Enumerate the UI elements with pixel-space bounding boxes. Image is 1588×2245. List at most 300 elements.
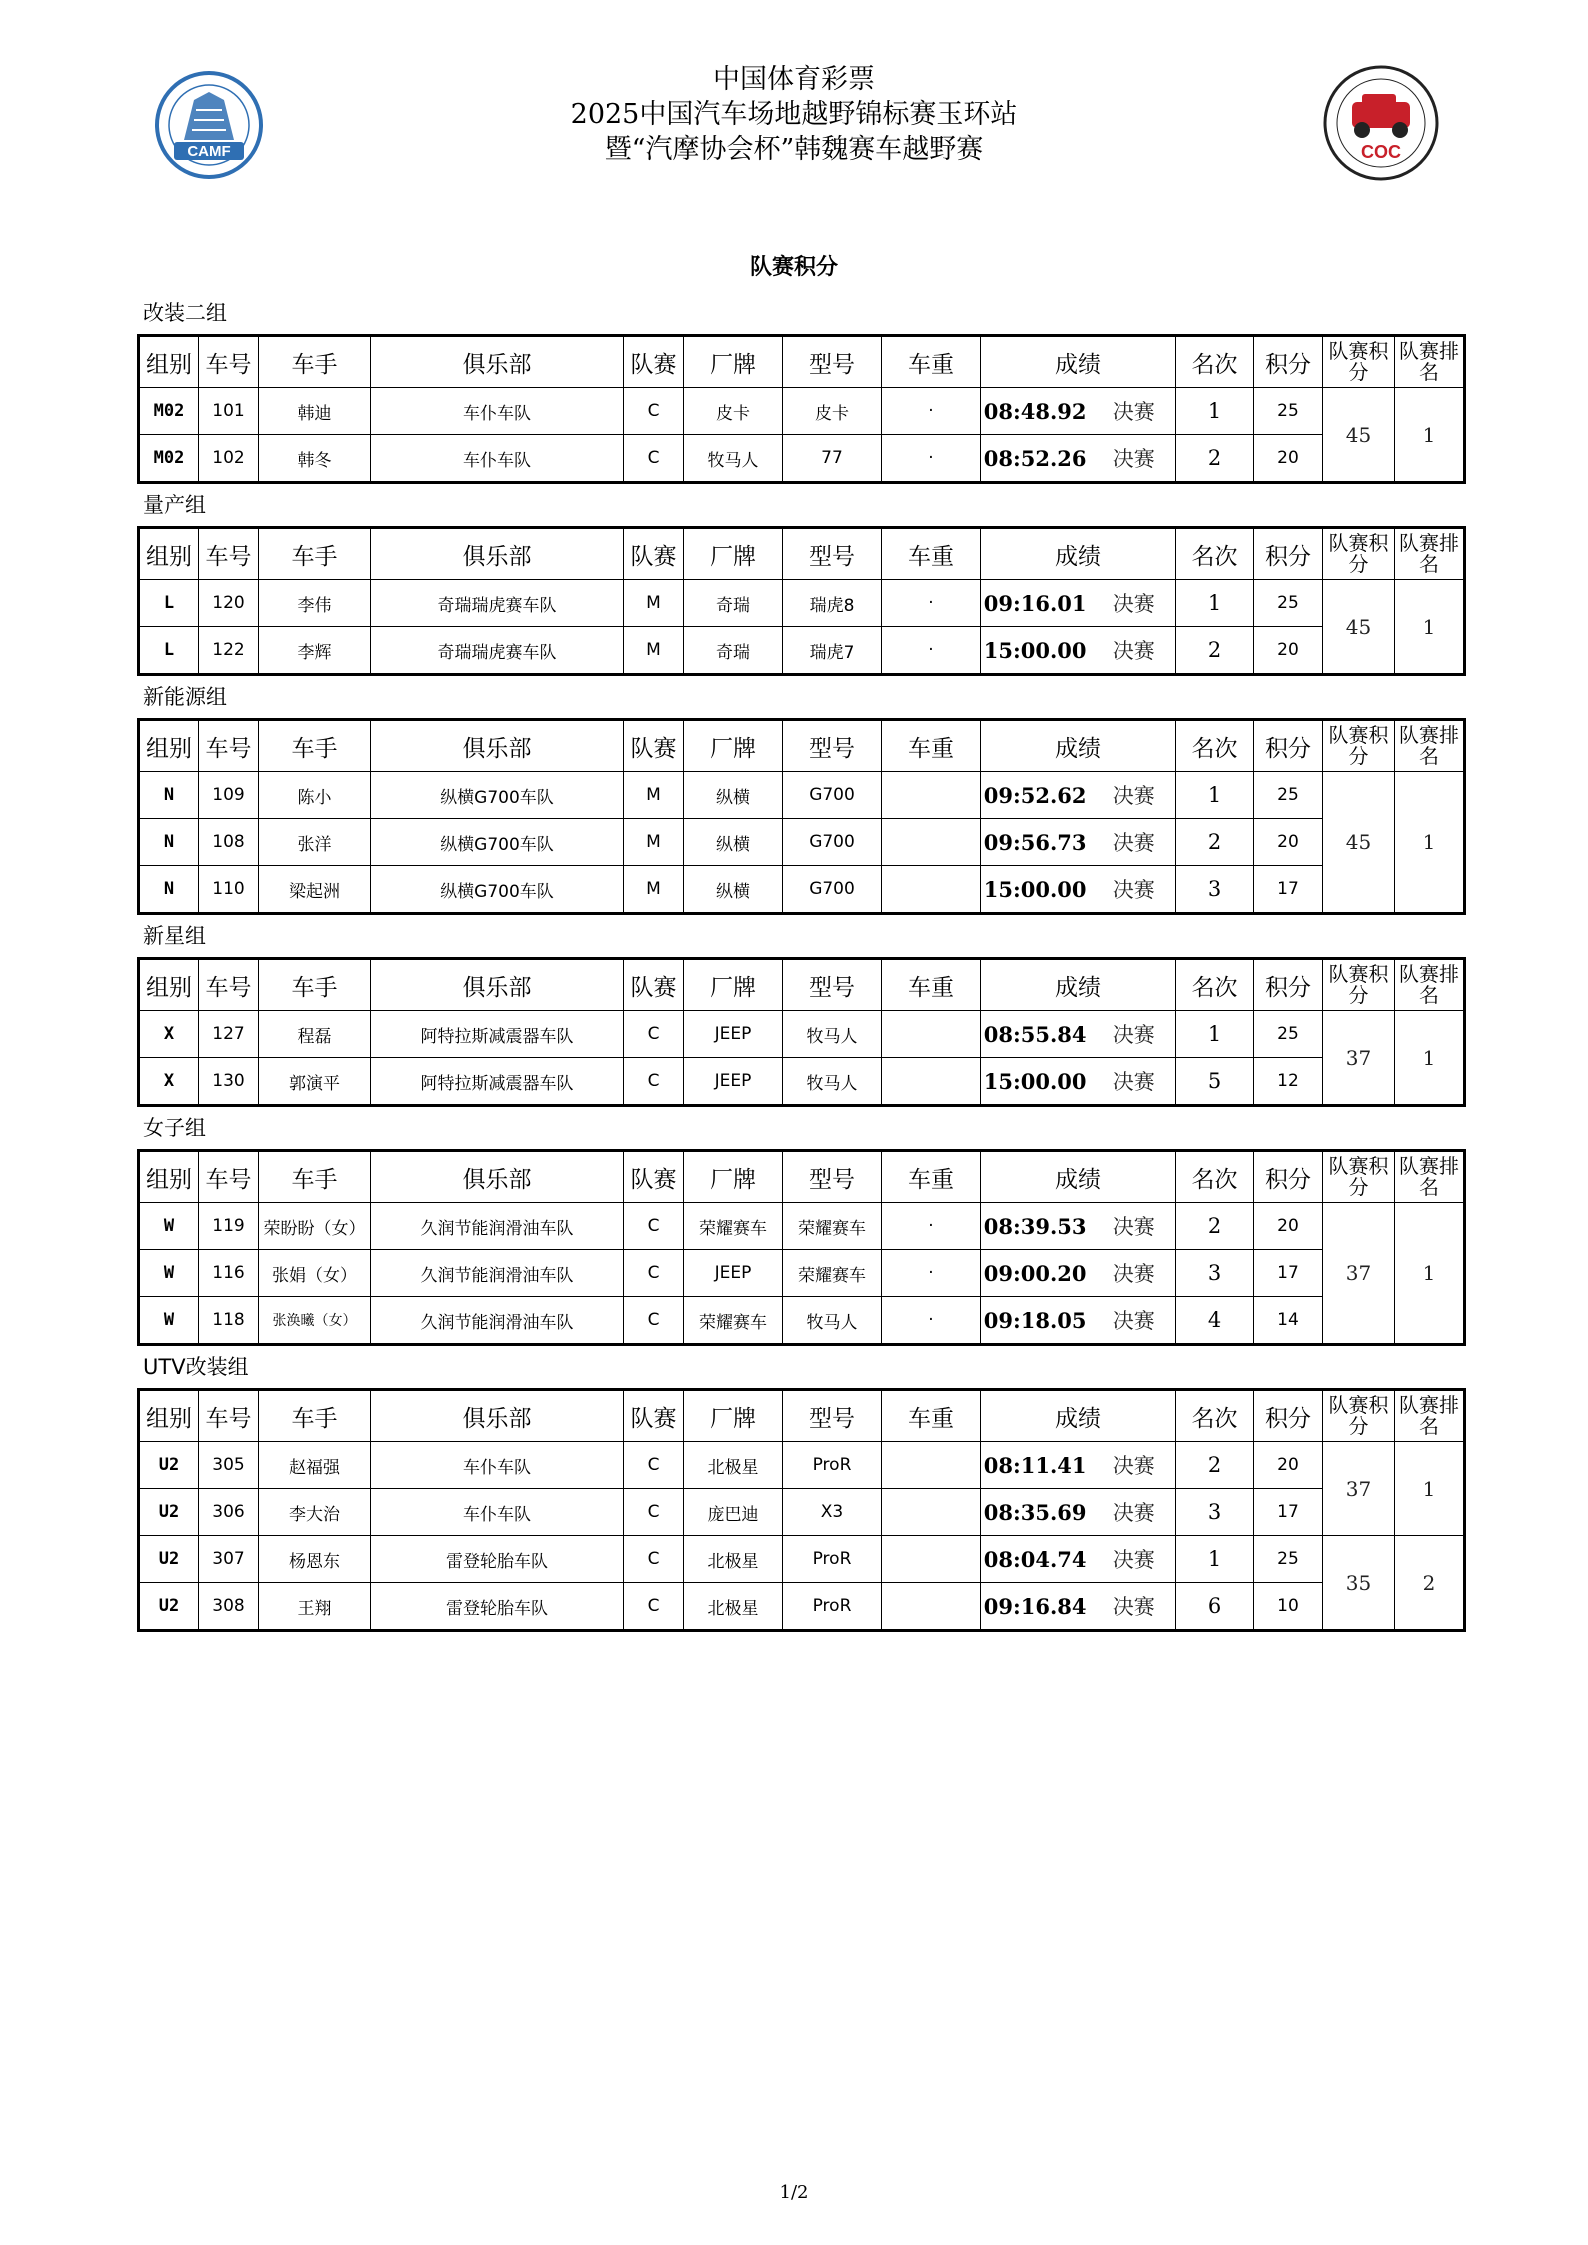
group-code-cell: U2	[139, 1583, 199, 1631]
table-header-row	[139, 1390, 1465, 1442]
team-score-cell: 37	[1323, 1203, 1395, 1345]
page-number: 1/2	[779, 2182, 809, 2203]
result-time-cell: 08:52.26	[981, 435, 1093, 483]
group-code-cell: M02	[139, 388, 199, 435]
column-header: 队赛排名	[1395, 528, 1465, 580]
club-cell: 奇瑞瑞虎赛车队	[371, 580, 624, 627]
club-cell: 久润节能润滑油车队	[371, 1203, 624, 1250]
column-header: 名次	[1176, 720, 1254, 772]
driver-cell: 郭演平	[259, 1058, 371, 1106]
points-cell: 10	[1254, 1583, 1323, 1631]
team-category-cell: C	[624, 1583, 684, 1631]
column-header: 车重	[882, 1151, 981, 1203]
weight-cell: ·	[882, 1250, 981, 1297]
group-code-cell: L	[139, 580, 199, 627]
place-cell: 1	[1176, 580, 1254, 627]
result-time-cell: 15:00.00	[981, 866, 1093, 914]
points-cell: 20	[1254, 435, 1323, 483]
column-header: 成绩	[981, 1390, 1176, 1442]
weight-cell: ·	[882, 627, 981, 675]
camf-logo-text: CAMF	[187, 143, 231, 160]
column-header: 型号	[783, 720, 882, 772]
column-header: 车重	[882, 528, 981, 580]
driver-cell: 李大治	[259, 1489, 371, 1536]
weight-cell	[882, 1058, 981, 1106]
column-header: 俱乐部	[371, 336, 624, 388]
team-category-cell: C	[624, 1203, 684, 1250]
column-header: 厂牌	[684, 1390, 783, 1442]
column-header: 车重	[882, 959, 981, 1011]
stage-cell: 决赛	[1093, 772, 1176, 819]
points-cell: 25	[1254, 388, 1323, 435]
result-time-cell: 08:11.41	[981, 1442, 1093, 1489]
points-cell: 14	[1254, 1297, 1323, 1345]
car-number-cell: 122	[199, 627, 259, 675]
club-cell: 车仆车队	[371, 388, 624, 435]
column-header: 车号	[199, 1151, 259, 1203]
table-row	[139, 1489, 1465, 1536]
column-header: 俱乐部	[371, 528, 624, 580]
club-cell: 雷登轮胎车队	[371, 1536, 624, 1583]
group-code-cell: L	[139, 627, 199, 675]
place-cell: 1	[1176, 772, 1254, 819]
group-code-cell: M02	[139, 435, 199, 483]
column-header: 车手	[259, 336, 371, 388]
group-code-cell: U2	[139, 1442, 199, 1489]
column-header: 队赛	[624, 720, 684, 772]
stage-cell: 决赛	[1093, 388, 1176, 435]
team-category-cell: C	[624, 1250, 684, 1297]
place-cell: 3	[1176, 1250, 1254, 1297]
result-time-cell: 15:00.00	[981, 1058, 1093, 1106]
column-header: 车号	[199, 336, 259, 388]
car-number-cell: 101	[199, 388, 259, 435]
column-header: 车手	[259, 1151, 371, 1203]
result-time-cell: 09:56.73	[981, 819, 1093, 866]
column-header: 名次	[1176, 959, 1254, 1011]
model-cell: G700	[783, 819, 882, 866]
weight-cell	[882, 819, 981, 866]
stage-cell: 决赛	[1093, 580, 1176, 627]
column-header: 车号	[199, 528, 259, 580]
column-header: 俱乐部	[371, 1151, 624, 1203]
document-title: 队赛积分	[749, 255, 838, 280]
result-time-cell: 08:35.69	[981, 1489, 1093, 1536]
stage-cell: 决赛	[1093, 1583, 1176, 1631]
column-header: 厂牌	[684, 336, 783, 388]
points-cell: 25	[1254, 1011, 1323, 1058]
points-cell: 25	[1254, 580, 1323, 627]
team-rank-cell: 1	[1395, 772, 1465, 914]
club-cell: 车仆车队	[371, 1489, 624, 1536]
driver-cell: 张涣曦（女）	[259, 1297, 371, 1345]
column-header: 积分	[1254, 336, 1323, 388]
brand-cell: 纵横	[684, 772, 783, 819]
team-category-cell: C	[624, 388, 684, 435]
team-rank-cell: 2	[1395, 1536, 1465, 1631]
place-cell: 2	[1176, 819, 1254, 866]
team-category-cell: M	[624, 819, 684, 866]
brand-cell: 北极星	[684, 1442, 783, 1489]
team-category-cell: C	[624, 1058, 684, 1106]
column-header: 队赛	[624, 1390, 684, 1442]
place-cell: 6	[1176, 1583, 1254, 1631]
column-header: 队赛积分	[1323, 1390, 1395, 1442]
table-row	[139, 866, 1465, 914]
table-header-row	[139, 959, 1465, 1011]
brand-cell: 北极星	[684, 1583, 783, 1631]
result-time-cell: 09:52.62	[981, 772, 1093, 819]
stage-cell: 决赛	[1093, 1203, 1176, 1250]
stage-cell: 决赛	[1093, 1536, 1176, 1583]
table-row	[139, 772, 1465, 819]
results-table	[137, 526, 1466, 676]
table-header-row	[139, 1151, 1465, 1203]
column-header: 组别	[139, 336, 199, 388]
results-content	[137, 292, 1463, 1632]
column-header: 队赛排名	[1395, 1151, 1465, 1203]
group-title: 新能源组	[143, 685, 227, 709]
stage-cell: 决赛	[1093, 435, 1176, 483]
group-code-cell: X	[139, 1011, 199, 1058]
group-code-cell: X	[139, 1058, 199, 1106]
stage-cell: 决赛	[1093, 1489, 1176, 1536]
table-row	[139, 435, 1465, 483]
car-number-cell: 110	[199, 866, 259, 914]
brand-cell: 皮卡	[684, 388, 783, 435]
group-title: UTV改装组	[143, 1355, 249, 1379]
team-score-cell: 45	[1323, 580, 1395, 675]
place-cell: 2	[1176, 1203, 1254, 1250]
column-header: 积分	[1254, 528, 1323, 580]
model-cell: X3	[783, 1489, 882, 1536]
column-header: 成绩	[981, 959, 1176, 1011]
stage-cell: 决赛	[1093, 1011, 1176, 1058]
group-code-cell: U2	[139, 1536, 199, 1583]
results-table	[137, 334, 1466, 484]
header-line-3: 暨“汽摩协会杯”韩魏赛车越野赛	[604, 134, 984, 165]
column-header: 车号	[199, 1390, 259, 1442]
team-rank-cell: 1	[1395, 1442, 1465, 1536]
weight-cell: ·	[882, 1203, 981, 1250]
column-header: 队赛排名	[1395, 720, 1465, 772]
weight-cell	[882, 1442, 981, 1489]
table-row	[139, 1442, 1465, 1489]
column-header: 成绩	[981, 528, 1176, 580]
stage-cell: 决赛	[1093, 866, 1176, 914]
column-header: 车重	[882, 720, 981, 772]
column-header: 组别	[139, 1390, 199, 1442]
column-header: 俱乐部	[371, 1390, 624, 1442]
table-row	[139, 819, 1465, 866]
table-row	[139, 1058, 1465, 1106]
club-cell: 奇瑞瑞虎赛车队	[371, 627, 624, 675]
brand-cell: 奇瑞	[684, 580, 783, 627]
column-header: 厂牌	[684, 1151, 783, 1203]
model-cell: 77	[783, 435, 882, 483]
driver-cell: 李辉	[259, 627, 371, 675]
event-header	[0, 62, 1588, 167]
column-header: 队赛	[624, 528, 684, 580]
model-cell: 荣耀赛车	[783, 1250, 882, 1297]
column-header: 名次	[1176, 528, 1254, 580]
team-score-cell: 37	[1323, 1442, 1395, 1536]
column-header: 积分	[1254, 720, 1323, 772]
column-header: 俱乐部	[371, 720, 624, 772]
model-cell: 牧马人	[783, 1297, 882, 1345]
club-cell: 车仆车队	[371, 435, 624, 483]
table-row	[139, 1011, 1465, 1058]
column-header: 俱乐部	[371, 959, 624, 1011]
team-category-cell: M	[624, 866, 684, 914]
team-category-cell: C	[624, 1442, 684, 1489]
model-cell: 瑞虎8	[783, 580, 882, 627]
column-header: 成绩	[981, 1151, 1176, 1203]
column-header: 队赛排名	[1395, 959, 1465, 1011]
column-header: 队赛排名	[1395, 1390, 1465, 1442]
car-number-cell: 306	[199, 1489, 259, 1536]
points-cell: 25	[1254, 772, 1323, 819]
team-category-cell: M	[624, 772, 684, 819]
team-score-cell: 45	[1323, 388, 1395, 483]
brand-cell: 牧马人	[684, 435, 783, 483]
brand-cell: 纵横	[684, 819, 783, 866]
driver-cell: 韩迪	[259, 388, 371, 435]
club-cell: 久润节能润滑油车队	[371, 1250, 624, 1297]
driver-cell: 陈小	[259, 772, 371, 819]
driver-cell: 杨恩东	[259, 1536, 371, 1583]
column-header: 积分	[1254, 1151, 1323, 1203]
team-category-cell: C	[624, 1536, 684, 1583]
model-cell: G700	[783, 772, 882, 819]
column-header: 成绩	[981, 720, 1176, 772]
car-number-cell: 118	[199, 1297, 259, 1345]
weight-cell	[882, 1536, 981, 1583]
car-number-cell: 307	[199, 1536, 259, 1583]
column-header: 车手	[259, 720, 371, 772]
column-header: 车号	[199, 959, 259, 1011]
result-time-cell: 08:48.92	[981, 388, 1093, 435]
place-cell: 2	[1176, 435, 1254, 483]
table-header-row	[139, 336, 1465, 388]
column-header: 组别	[139, 720, 199, 772]
weight-cell	[882, 1011, 981, 1058]
team-rank-cell: 1	[1395, 1203, 1465, 1345]
weight-cell: ·	[882, 388, 981, 435]
car-number-cell: 305	[199, 1442, 259, 1489]
brand-cell: 北极星	[684, 1536, 783, 1583]
driver-cell: 张洋	[259, 819, 371, 866]
team-rank-cell: 1	[1395, 1011, 1465, 1106]
results-table	[137, 957, 1466, 1107]
model-cell: ProR	[783, 1442, 882, 1489]
table-header-row	[139, 720, 1465, 772]
table-row	[139, 1297, 1465, 1345]
column-header: 车手	[259, 959, 371, 1011]
column-header: 名次	[1176, 1390, 1254, 1442]
weight-cell	[882, 1489, 981, 1536]
brand-cell: JEEP	[684, 1250, 783, 1297]
table-header-row	[139, 528, 1465, 580]
group-code-cell: W	[139, 1297, 199, 1345]
club-cell: 纵横G700车队	[371, 772, 624, 819]
car-number-cell: 130	[199, 1058, 259, 1106]
column-header: 积分	[1254, 959, 1323, 1011]
model-cell: 牧马人	[783, 1011, 882, 1058]
team-category-cell: C	[624, 1489, 684, 1536]
place-cell: 2	[1176, 1442, 1254, 1489]
column-header: 队赛	[624, 336, 684, 388]
group-code-cell: W	[139, 1250, 199, 1297]
brand-cell: JEEP	[684, 1011, 783, 1058]
result-time-cell: 08:39.53	[981, 1203, 1093, 1250]
driver-cell: 荣盼盼（女）	[259, 1203, 371, 1250]
team-category-cell: M	[624, 580, 684, 627]
place-cell: 4	[1176, 1297, 1254, 1345]
column-header: 厂牌	[684, 720, 783, 772]
points-cell: 20	[1254, 1203, 1323, 1250]
result-time-cell: 09:18.05	[981, 1297, 1093, 1345]
column-header: 队赛积分	[1323, 528, 1395, 580]
group-title: 量产组	[143, 493, 206, 517]
points-cell: 12	[1254, 1058, 1323, 1106]
team-rank-cell: 1	[1395, 388, 1465, 483]
table-row	[139, 1250, 1465, 1297]
club-cell: 阿特拉斯减震器车队	[371, 1011, 624, 1058]
brand-cell: 荣耀赛车	[684, 1203, 783, 1250]
driver-cell: 李伟	[259, 580, 371, 627]
column-header: 组别	[139, 1151, 199, 1203]
team-score-cell: 35	[1323, 1536, 1395, 1631]
column-header: 型号	[783, 528, 882, 580]
table-row	[139, 1583, 1465, 1631]
stage-cell: 决赛	[1093, 1058, 1176, 1106]
place-cell: 2	[1176, 627, 1254, 675]
column-header: 名次	[1176, 336, 1254, 388]
place-cell: 1	[1176, 1011, 1254, 1058]
column-header: 成绩	[981, 336, 1176, 388]
stage-cell: 决赛	[1093, 819, 1176, 866]
results-table	[137, 718, 1466, 915]
column-header: 队赛	[624, 1151, 684, 1203]
table-row	[139, 388, 1465, 435]
club-cell: 纵横G700车队	[371, 819, 624, 866]
column-header: 型号	[783, 336, 882, 388]
group-title: 女子组	[143, 1116, 206, 1140]
model-cell: ProR	[783, 1536, 882, 1583]
car-number-cell: 120	[199, 580, 259, 627]
stage-cell: 决赛	[1093, 1250, 1176, 1297]
car-number-cell: 127	[199, 1011, 259, 1058]
driver-cell: 韩冬	[259, 435, 371, 483]
car-number-cell: 116	[199, 1250, 259, 1297]
result-time-cell: 09:16.01	[981, 580, 1093, 627]
points-cell: 17	[1254, 1489, 1323, 1536]
results-table	[137, 1388, 1466, 1632]
brand-cell: 庞巴迪	[684, 1489, 783, 1536]
result-time-cell: 09:16.84	[981, 1583, 1093, 1631]
column-header: 队赛积分	[1323, 959, 1395, 1011]
team-category-cell: C	[624, 1297, 684, 1345]
club-cell: 雷登轮胎车队	[371, 1583, 624, 1631]
club-cell: 阿特拉斯减震器车队	[371, 1058, 624, 1106]
place-cell: 1	[1176, 1536, 1254, 1583]
brand-cell: 荣耀赛车	[684, 1297, 783, 1345]
points-cell: 17	[1254, 1250, 1323, 1297]
brand-cell: 奇瑞	[684, 627, 783, 675]
stage-cell: 决赛	[1093, 627, 1176, 675]
team-score-cell: 37	[1323, 1011, 1395, 1106]
column-header: 积分	[1254, 1390, 1323, 1442]
driver-cell: 赵福强	[259, 1442, 371, 1489]
points-cell: 17	[1254, 866, 1323, 914]
brand-cell: JEEP	[684, 1058, 783, 1106]
table-row	[139, 580, 1465, 627]
model-cell: 皮卡	[783, 388, 882, 435]
model-cell: 瑞虎7	[783, 627, 882, 675]
weight-cell	[882, 1583, 981, 1631]
car-number-cell: 108	[199, 819, 259, 866]
club-cell: 车仆车队	[371, 1442, 624, 1489]
column-header: 组别	[139, 528, 199, 580]
group-title: 新星组	[143, 924, 206, 948]
results-table	[137, 1149, 1466, 1346]
group-code-cell: W	[139, 1203, 199, 1250]
column-header: 队赛积分	[1323, 1151, 1395, 1203]
column-header: 车手	[259, 528, 371, 580]
column-header: 车重	[882, 1390, 981, 1442]
column-header: 型号	[783, 959, 882, 1011]
result-time-cell: 08:04.74	[981, 1536, 1093, 1583]
column-header: 队赛	[624, 959, 684, 1011]
place-cell: 5	[1176, 1058, 1254, 1106]
team-rank-cell: 1	[1395, 580, 1465, 675]
column-header: 型号	[783, 1390, 882, 1442]
column-header: 车号	[199, 720, 259, 772]
team-category-cell: C	[624, 1011, 684, 1058]
header-line-1: 中国体育彩票	[713, 64, 875, 95]
group-code-cell: N	[139, 866, 199, 914]
model-cell: ProR	[783, 1583, 882, 1631]
table-row	[139, 1536, 1465, 1583]
club-cell: 久润节能润滑油车队	[371, 1297, 624, 1345]
car-number-cell: 308	[199, 1583, 259, 1631]
brand-cell: 纵横	[684, 866, 783, 914]
team-score-cell: 45	[1323, 772, 1395, 914]
weight-cell	[882, 866, 981, 914]
team-category-cell: C	[624, 435, 684, 483]
column-header: 厂牌	[684, 528, 783, 580]
car-number-cell: 102	[199, 435, 259, 483]
points-cell: 20	[1254, 627, 1323, 675]
place-cell: 3	[1176, 1489, 1254, 1536]
driver-cell: 张娟（女）	[259, 1250, 371, 1297]
column-header: 名次	[1176, 1151, 1254, 1203]
weight-cell	[882, 772, 981, 819]
table-row	[139, 1203, 1465, 1250]
points-cell: 20	[1254, 1442, 1323, 1489]
column-header: 型号	[783, 1151, 882, 1203]
team-category-cell: M	[624, 627, 684, 675]
weight-cell: ·	[882, 580, 981, 627]
group-code-cell: N	[139, 819, 199, 866]
model-cell: 牧马人	[783, 1058, 882, 1106]
group-code-cell: N	[139, 772, 199, 819]
column-header: 队赛积分	[1323, 720, 1395, 772]
table-row	[139, 627, 1465, 675]
car-number-cell: 109	[199, 772, 259, 819]
car-number-cell: 119	[199, 1203, 259, 1250]
